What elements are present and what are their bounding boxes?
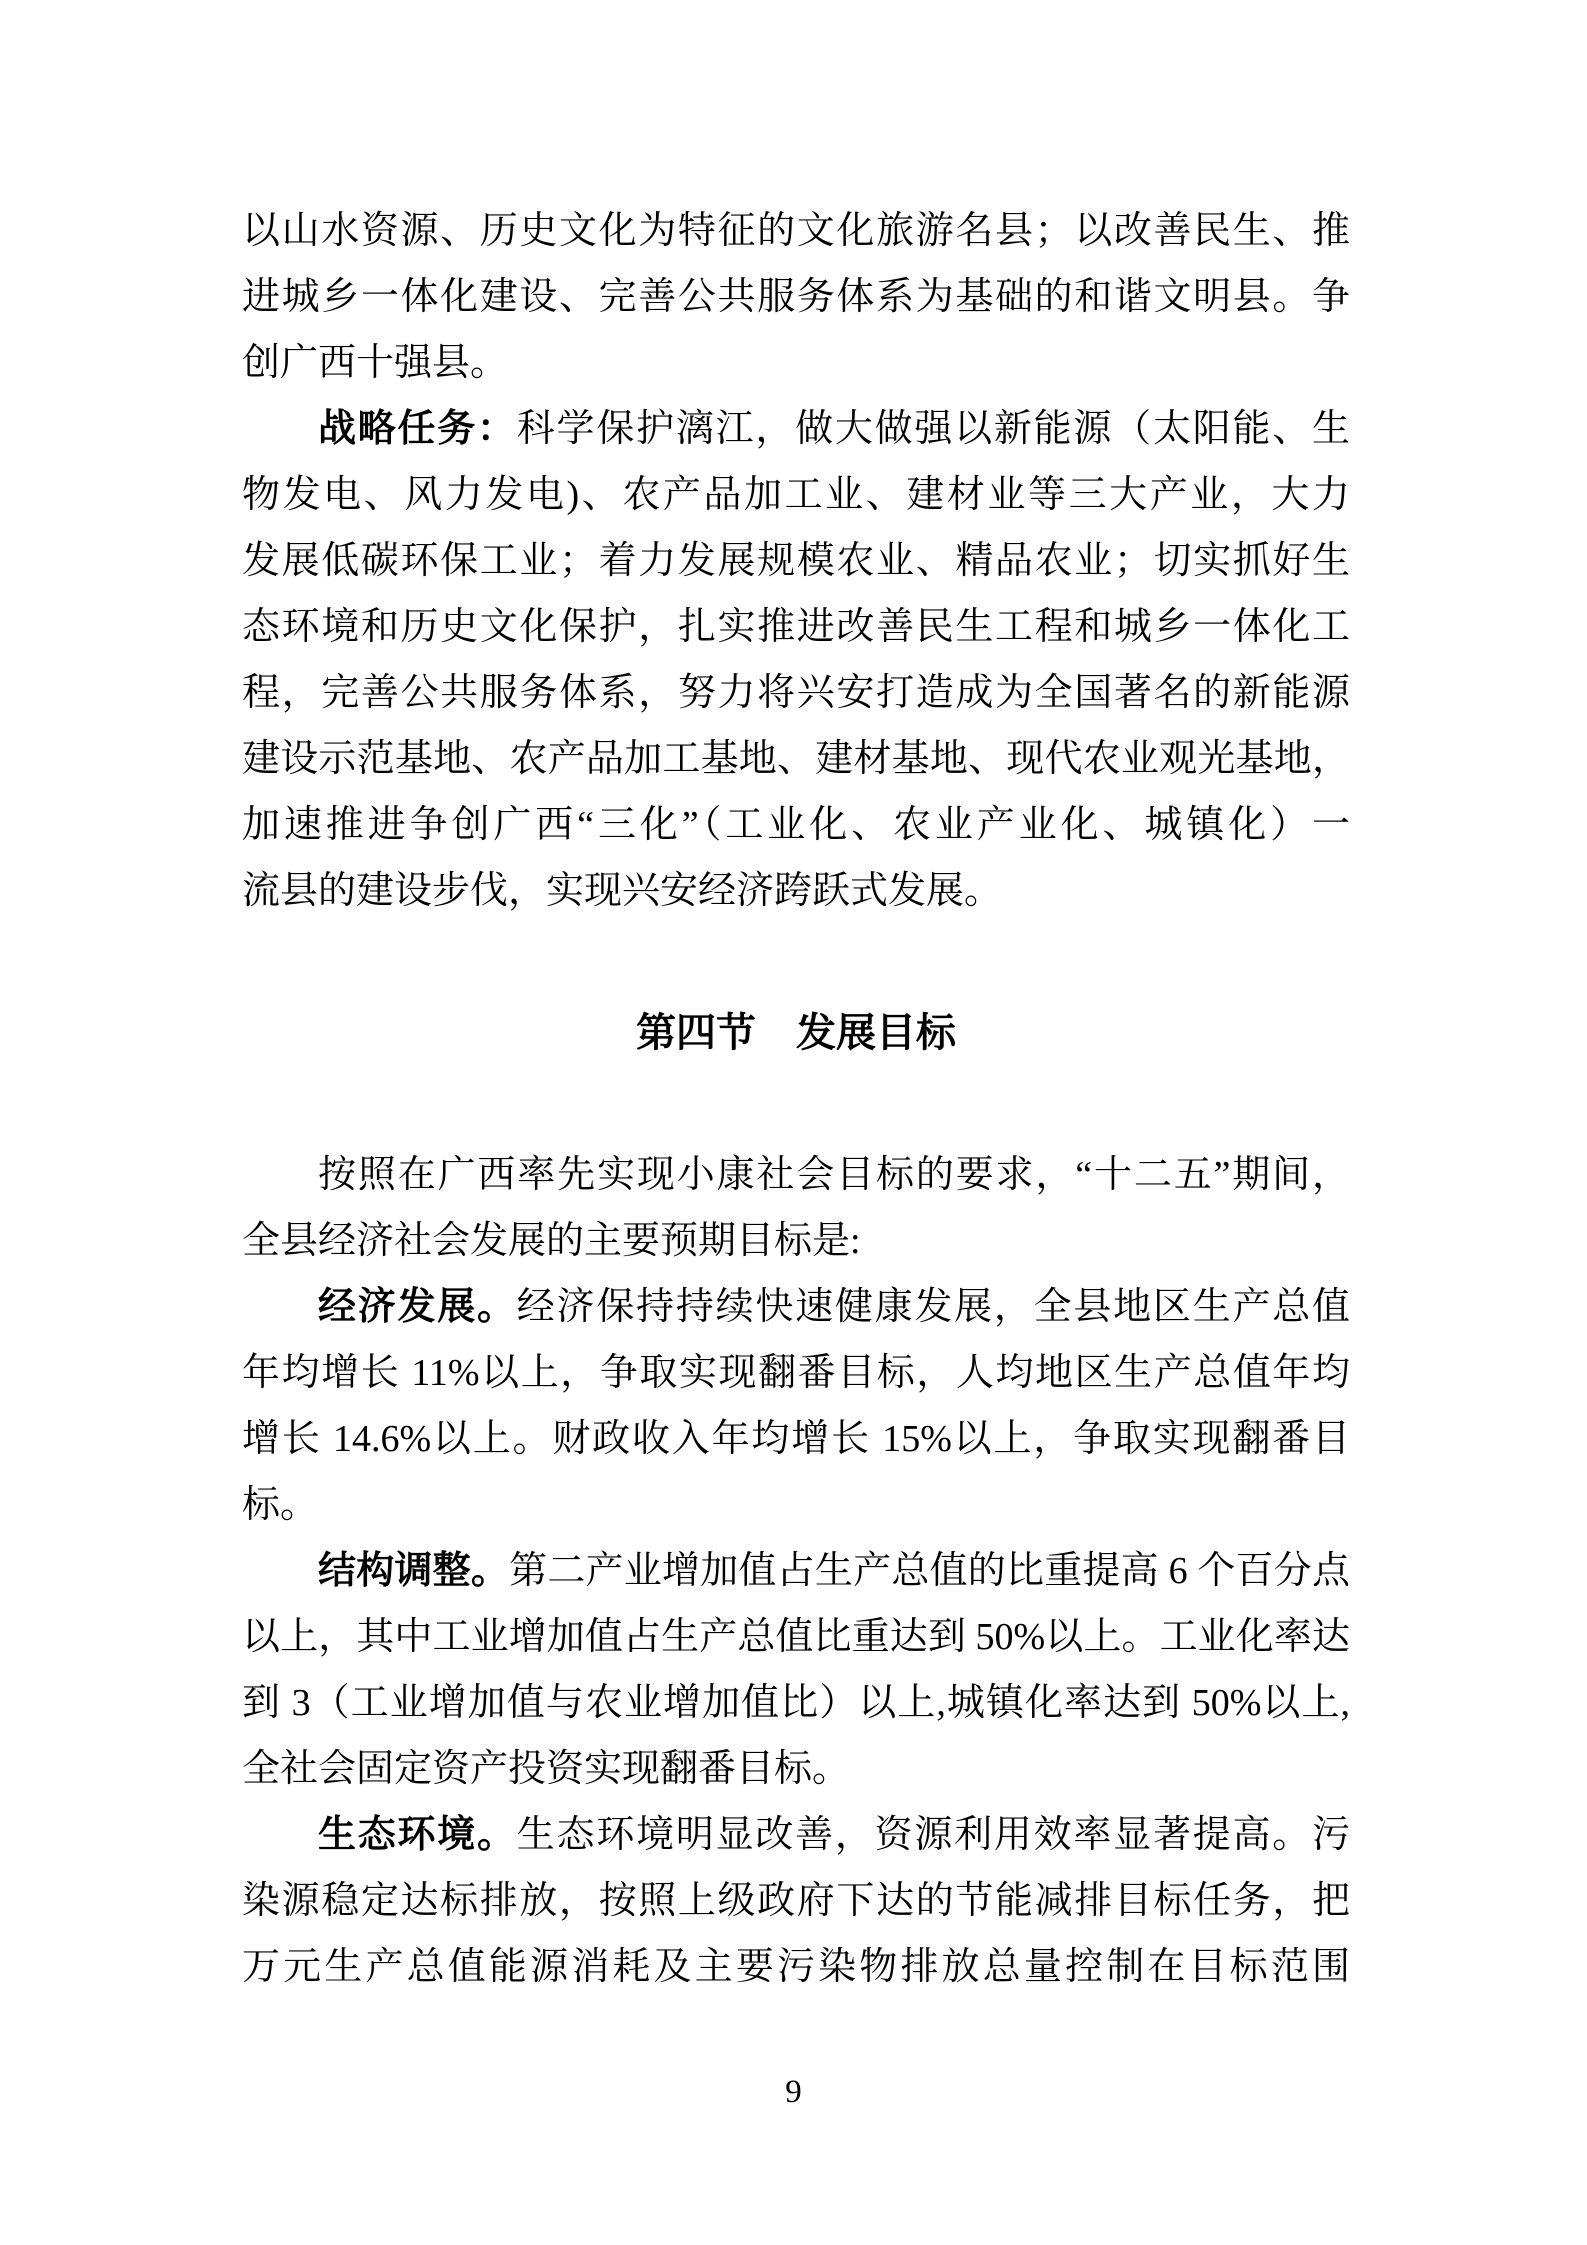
line-text: 生态环境明显改善，资源利用效率显著提高。污 <box>516 1814 1350 1856</box>
line-text: 创广西十强县。 <box>242 342 509 384</box>
line-text: 以上，其中工业增加值占生产总值比重达到 50%以上。工业化率达 <box>242 1616 1350 1658</box>
text-line <box>242 462 1350 528</box>
paragraph <box>242 1802 1350 2000</box>
line-text: 经济保持持续快速健康发展，全县地区生产总值 <box>516 1286 1350 1328</box>
line-text: 染源稳定达标排放，按照上级政府下达的节能减排目标任务，把 <box>242 1880 1350 1922</box>
text-line <box>242 1472 1350 1538</box>
line-text: 物发电、风力发电)、农产品加工业、建材业等三大产业，大力 <box>242 474 1350 516</box>
line-text: 态环境和历史文化保护，扎实推进改善民生工程和城乡一体化工 <box>242 606 1350 648</box>
line-text: 增长 14.6%以上。财政收入年均增长 15%以上，争取实现翻番目 <box>242 1418 1350 1460</box>
text-line <box>242 594 1350 660</box>
text-line <box>242 726 1350 792</box>
bold-lead-in: 经济发展。 <box>318 1286 517 1328</box>
line-text: 发展低碳环保工业；着力发展规模农业、精品农业；切实抓好生 <box>242 540 1350 582</box>
text-line <box>242 528 1350 594</box>
line-text: 流县的建设步伐，实现兴安经济跨跃式发展。 <box>242 870 1003 912</box>
text-line <box>242 1274 1350 1340</box>
text-line <box>242 330 1350 396</box>
bold-lead-in: 生态环境。 <box>318 1814 517 1856</box>
text-line <box>242 264 1350 330</box>
text-line <box>242 858 1350 924</box>
paragraph <box>242 1538 1350 1802</box>
document-body <box>242 198 1350 2000</box>
paragraph <box>242 198 1350 396</box>
text-line <box>242 1208 1350 1274</box>
text-line <box>242 1604 1350 1670</box>
line-text: 以山水资源、历史文化为特征的文化旅游名县；以改善民生、推 <box>242 210 1350 252</box>
bold-lead-in: 战略任务： <box>318 408 517 450</box>
line-text: 程，完善公共服务体系，努力将兴安打造成为全国著名的新能源 <box>242 672 1350 714</box>
text-line <box>242 1340 1350 1406</box>
text-line <box>242 1934 1350 2000</box>
line-text: 按照在广西率先实现小康社会目标的要求，“十二五”期间， <box>318 1154 1350 1196</box>
text-line <box>242 198 1350 264</box>
text-line <box>242 1538 1350 1604</box>
page-number: 9 <box>785 2074 802 2110</box>
line-text: 年均增长 11%以上，争取实现翻番目标，人均地区生产总值年均 <box>242 1352 1350 1394</box>
text-line <box>242 396 1350 462</box>
line-text: 第二产业增加值占生产总值的比重提高 6 个百分点 <box>509 1550 1350 1592</box>
line-text: 到 3（工业增加值与农业增加值比）以上,城镇化率达到 50%以上, <box>242 1682 1350 1724</box>
paragraph <box>242 1274 1350 1538</box>
line-text: 加速推进争创广西“三化”（工业化、农业产业化、城镇化）一 <box>242 804 1350 846</box>
text-line <box>242 792 1350 858</box>
text-line <box>242 1868 1350 1934</box>
line-text: 进城乡一体化建设、完善公共服务体系为基础的和谐文明县。争 <box>242 276 1350 318</box>
text-line <box>242 1736 1350 1802</box>
text-line <box>242 1142 1350 1208</box>
line-text: 全县经济社会发展的主要预期目标是: <box>242 1220 861 1262</box>
line-text: 全社会固定资产投资实现翻番目标。 <box>242 1748 851 1790</box>
bold-lead-in: 结构调整。 <box>318 1550 510 1592</box>
text-line <box>242 1802 1350 1868</box>
line-text: 科学保护漓江，做大做强以新能源（太阳能、生 <box>516 408 1350 450</box>
text-line <box>242 660 1350 726</box>
line-text: 建设示范基地、农产品加工基地、建材基地、现代农业观光基地， <box>242 738 1350 780</box>
line-text: 万元生产总值能源消耗及主要污染物排放总量控制在目标范围 <box>242 1946 1350 1988</box>
paragraph <box>242 396 1350 924</box>
section-heading: 第四节 发展目标 <box>636 1010 956 1055</box>
paragraph <box>242 1142 1350 1274</box>
text-line <box>242 1406 1350 1472</box>
text-line <box>242 1670 1350 1736</box>
line-text: 标。 <box>242 1484 319 1526</box>
